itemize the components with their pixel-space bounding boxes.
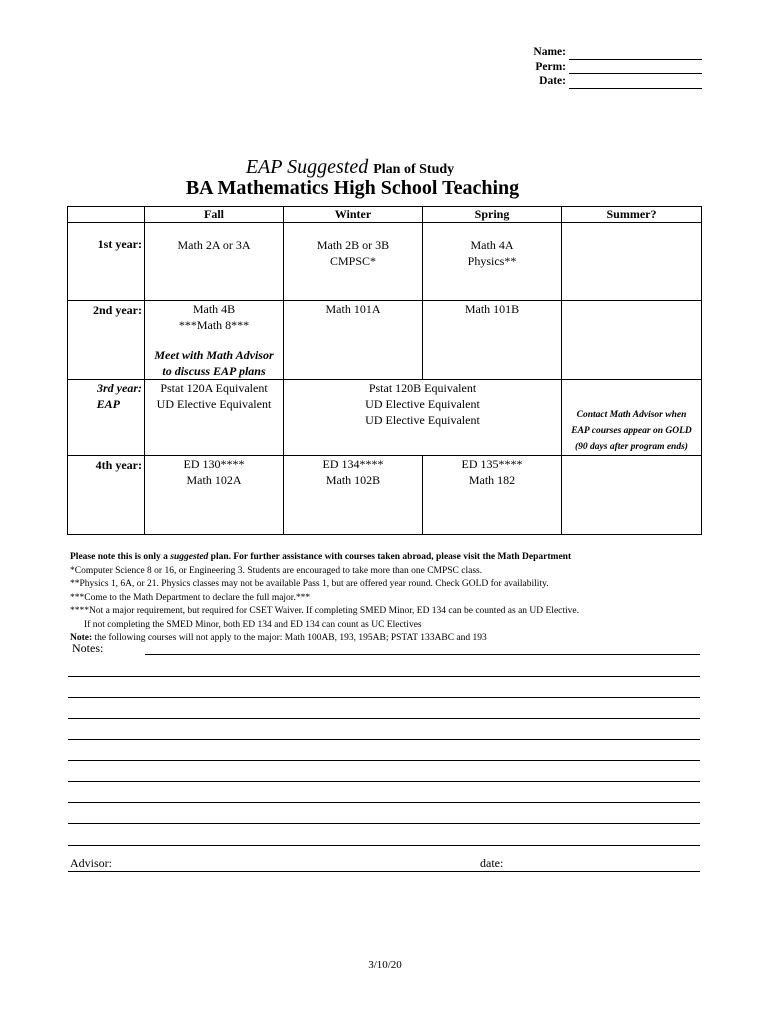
summer-note: (90 days after program ends) [575, 442, 688, 452]
course: CMPSC* [329, 254, 377, 268]
date-line[interactable] [569, 78, 702, 89]
date-field[interactable] [533, 74, 702, 89]
name-label: Name: [533, 46, 566, 58]
notes-line[interactable] [68, 739, 700, 740]
footnote-text: the following courses will not apply to the major: Math 100AB, 193, 195AB; PSTAT 133ABC and 193 [92, 633, 487, 643]
year-label-3: 3rd year: [97, 381, 142, 395]
col-winter: Winter [284, 207, 423, 223]
notes-line[interactable] [145, 654, 700, 655]
year-label: 1st year: [68, 223, 145, 301]
cell [562, 380, 702, 456]
perm-line[interactable] [569, 63, 702, 74]
student-info-fields [533, 45, 702, 89]
perm-label: Perm: [535, 60, 566, 73]
table-header-row [68, 207, 702, 223]
footnote: **Physics 1, 6A, or 21. Physics classes may not be available Pass 1, but are offered year round. Check GOLD for availability. [70, 579, 549, 589]
year-label [68, 380, 145, 456]
cell [562, 223, 702, 301]
footnote-text: Please note this is only a [70, 552, 171, 562]
cell [562, 301, 702, 380]
notes-line[interactable] [68, 802, 700, 803]
notes-line[interactable] [68, 718, 700, 719]
footnote: If not completing the SMED Minor, both ED 134 and ED 134 can count as UC Electives [84, 619, 422, 630]
header-blank [68, 207, 145, 223]
name-field[interactable] [533, 45, 702, 60]
course: Physics** [467, 254, 517, 268]
footnote: ****Not a major requirement, but required for CSET Waiver. If completing SMED Minor, ED 134 can be counted as an UD Elective. [70, 606, 580, 616]
cell [145, 456, 284, 535]
plan-table [67, 206, 702, 535]
table-row [68, 456, 702, 535]
year-label: 2nd year: [68, 301, 145, 380]
course: ED 135**** [461, 457, 523, 471]
notes-line[interactable] [68, 760, 700, 761]
footnote-label: Note: [70, 633, 93, 643]
course: Math 4A [470, 238, 514, 252]
footnote-text: plan. For further assistance with courses taken abroad, please visit the Math Department [208, 552, 572, 562]
course: Math 102A [186, 473, 242, 487]
course: UD Elective Equivalent [365, 397, 480, 411]
cell [423, 301, 562, 380]
course: ***Math 8*** [178, 318, 250, 332]
col-spring: Spring [423, 207, 562, 223]
course: ED 130**** [183, 457, 245, 471]
cell [423, 223, 562, 301]
notes-line[interactable] [68, 676, 700, 677]
course: UD Elective Equivalent [365, 413, 480, 427]
name-line[interactable] [569, 49, 702, 60]
course: Math 101A [325, 302, 381, 316]
cell [423, 456, 562, 535]
footnote [70, 551, 710, 565]
cell [284, 380, 562, 456]
subtitle-eap: EAP Suggested [245, 156, 369, 178]
year-label: 4th year: [68, 456, 145, 535]
course: ED 134**** [322, 457, 384, 471]
course: Math 4B [192, 302, 236, 316]
cell [562, 456, 702, 535]
cell [284, 456, 423, 535]
course: Math 2B or 3B [316, 238, 390, 252]
footnote-text: suggested [170, 552, 209, 562]
course: Pstat 120A Equivalent [160, 381, 268, 395]
perm-field[interactable] [533, 60, 702, 75]
course: Math 102B [325, 473, 381, 487]
advisor-note: Meet with Math Advisor [154, 348, 274, 362]
cell [145, 301, 284, 380]
col-summer: Summer? [562, 207, 702, 223]
course: UD Elective Equivalent [156, 397, 272, 411]
cell [145, 223, 284, 301]
footer-date: 3/10/20 [368, 959, 402, 971]
year-label-eap: EAP [96, 397, 120, 411]
table-row [68, 380, 702, 456]
notes-line[interactable] [68, 845, 700, 846]
course: Math 182 [468, 473, 516, 487]
course: Math 101B [464, 302, 520, 316]
advisor-date-label: date: [480, 856, 504, 870]
cell [284, 223, 423, 301]
advisor-label: Advisor: [70, 856, 112, 870]
col-fall: Fall [145, 207, 284, 223]
footnotes [70, 551, 710, 646]
notes-line[interactable] [68, 781, 700, 782]
notes-line[interactable] [68, 697, 700, 698]
course: Math 2A or 3A [177, 238, 251, 252]
summer-note: EAP courses appear on GOLD [571, 426, 692, 436]
date-label: Date: [539, 75, 566, 87]
cell [145, 380, 284, 456]
course: Pstat 120B Equivalent [368, 381, 477, 395]
advisor-note: to discuss EAP plans [162, 364, 266, 378]
table-row [68, 301, 702, 380]
subtitle-plan: Plan of Study [373, 162, 455, 177]
cell [284, 301, 423, 380]
notes-line[interactable] [68, 823, 700, 824]
advisor-signature-line[interactable] [68, 871, 700, 872]
notes-label: Notes: [72, 641, 104, 655]
page-title: BA Mathematics High School Teaching [185, 177, 520, 199]
table-row [68, 223, 702, 301]
footnote: *Computer Science 8 or 16, or Engineering 3. Students are encouraged to take more than one CMPSC class. [70, 565, 483, 576]
summer-note: Contact Math Advisor when [576, 410, 687, 420]
footnote: ***Come to the Math Department to declare the full major.*** [70, 592, 311, 603]
subtitle [0, 156, 700, 179]
footnote [70, 632, 710, 646]
